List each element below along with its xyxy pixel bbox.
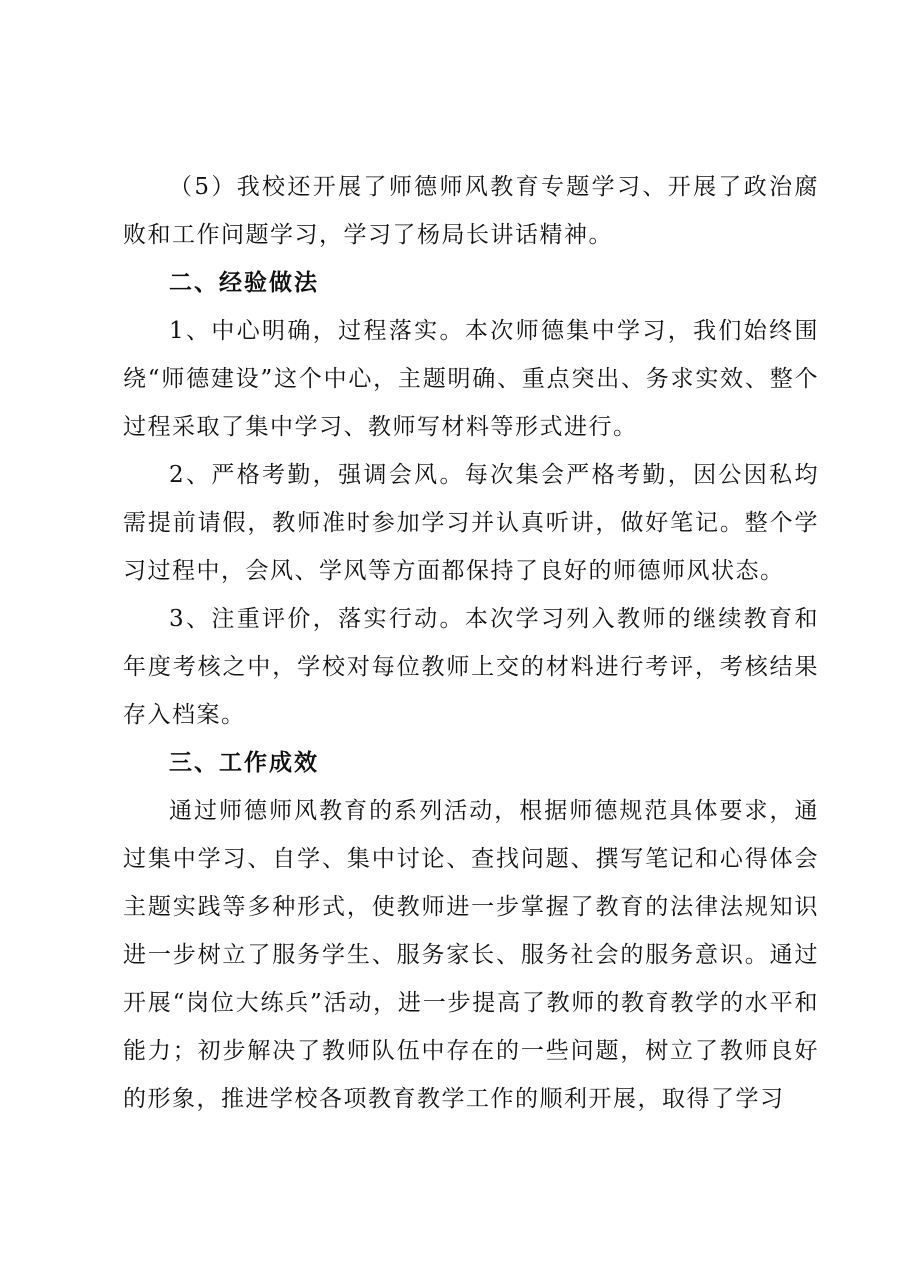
paragraph-experience-3: 3、注重评价，落实行动。本次学习列入教师的继续教育和年度考核之中，学校对每位教师上交的材料进行考评，考核结果存入档案。 [123,606,819,728]
paragraph-study-item-5: （5）我校还开展了师德师风教育专题学习、开展了政治腐败和工作问题学习，学习了杨局长讲话精神。 [123,174,819,248]
document-body [123,163,819,1123]
paragraph-experience-1: 1、中心明确，过程落实。本次师德集中学习，我们始终围绕“师德建设”这个中心，主题明确、重点突出、务求实效、整个过程采取了集中学习、教师写材料等形式进行。 [123,318,819,440]
section-heading-experience: 二、经验做法 [169,270,319,296]
paragraph-experience-2: 2、严格考勤，强调会风。每次集会严格考勤，因公因私均需提前请假，教师准时参加学习并认真听讲，做好笔记。整个学习过程中，会风、学风等方面都保持了良好的师德师风状态。 [123,462,819,584]
section-heading-results: 三、工作成效 [169,750,319,776]
paragraph-results: 通过师德师风教育的系列活动，根据师德规范具体要求，通过集中学习、自学、集中讨论、查找问题、撰写笔记和心得体会主题实践等多种形式，使教师进一步掌握了教育的法律法规知识进一步树立了服务学生、服务家长、服务社会的服务意识。通过开展“岗位大练兵”活动，进一步提高了教师的教育教学的水平和能力；初步解决了教师队伍中存在的一些问题，树立了教师良好的形象，推进学校各项教育教学工作的顺利开展，取得了学习 [123,798,819,1112]
